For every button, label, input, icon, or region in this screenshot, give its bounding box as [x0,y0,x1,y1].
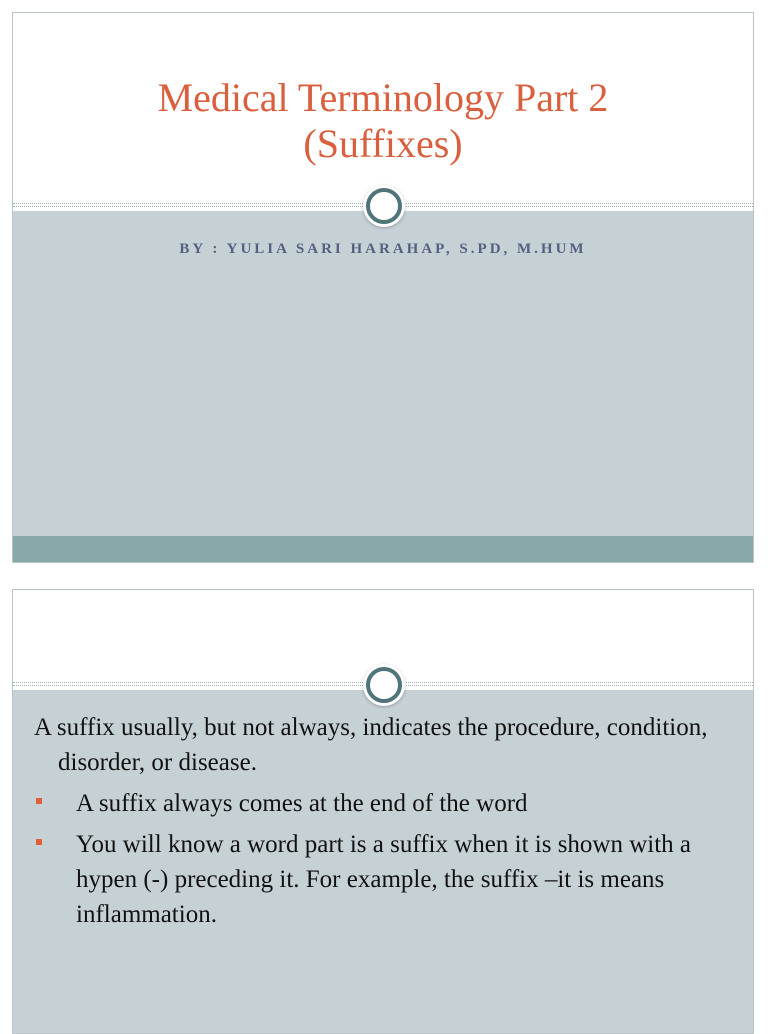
slide-title [13,75,753,167]
bullet-item [34,827,734,932]
content-slide [12,589,754,1034]
title-line-1: Medical Terminology Part 2 [157,75,609,120]
title-slide [12,12,754,563]
lead-paragraph: A suffix usually, but not always, indicates the procedure, condition, disorder, or disease. [34,714,708,776]
title-area [13,13,753,205]
bullet-list [34,786,734,932]
circle-ornament-icon [366,667,402,703]
square-bullet-icon [36,798,42,804]
bullet-text: A suffix always comes at the end of the word [76,790,528,817]
circle-ornament-icon [366,188,402,224]
bullet-item [34,786,734,821]
subtitle-area [13,211,753,562]
bullet-text: You will know a word part is a suffix when it is shown with a hypen (-) preceding it. For example, the suffix –it is means inflammation. [76,831,692,928]
slide-subtitle: BY : YULIA SARI HARAHAP, S.PD, M.HUM [179,241,587,257]
square-bullet-icon [36,839,42,845]
title-line-2: (Suffixes) [303,121,463,166]
footer-band [13,536,753,562]
slide-content [34,710,734,938]
